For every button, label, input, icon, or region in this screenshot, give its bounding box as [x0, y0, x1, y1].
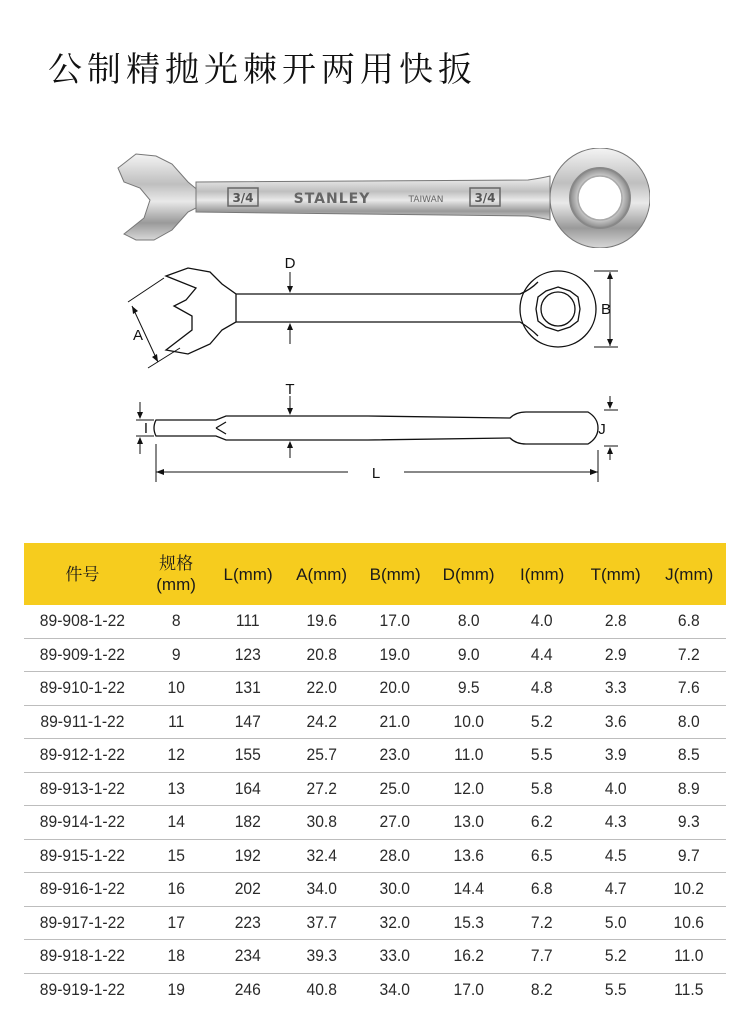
- cell-j: 7.2: [655, 638, 723, 672]
- cell-t: 2.9: [582, 638, 650, 672]
- cell-size: 8: [144, 605, 209, 638]
- cell-l: 246: [235, 979, 262, 999]
- cell-l: 131: [214, 672, 282, 706]
- cell-t: 5.5: [604, 979, 627, 999]
- cell-part-no: 89-917-1-22: [29, 906, 136, 940]
- cell-a: 30.8: [288, 806, 356, 840]
- header-size-line1: 规格: [159, 554, 194, 573]
- origin-mark: TAIWAN: [408, 195, 444, 205]
- cell-l: 182: [214, 806, 282, 840]
- table-row: [24, 772, 726, 806]
- cell-part-no: 89-914-1-22: [29, 806, 136, 840]
- cell-b: 25.0: [361, 772, 429, 806]
- cell-d: 10.0: [435, 705, 503, 739]
- dim-label-a: A: [132, 327, 144, 344]
- cell-t: 4.0: [582, 772, 650, 806]
- cell-size: 16: [144, 873, 209, 907]
- cell-b: 27.0: [361, 806, 429, 840]
- cell-a: 34.0: [288, 873, 356, 907]
- table-row: [24, 873, 726, 907]
- cell-i: 6.2: [508, 806, 576, 840]
- cell-part-no: 89-916-1-22: [29, 873, 136, 907]
- cell-j: 6.8: [655, 605, 723, 638]
- cell-t: 5.0: [582, 906, 650, 940]
- table-row: [24, 940, 726, 974]
- cell-i: 5.2: [508, 705, 576, 739]
- cell-part-no: 89-913-1-22: [29, 772, 136, 806]
- cell-size: 11: [144, 705, 209, 739]
- dim-label-j: J: [598, 421, 606, 438]
- cell-t: 3.6: [582, 705, 650, 739]
- cell-d: 17.0: [453, 979, 484, 999]
- cell-i: 5.8: [508, 772, 576, 806]
- cell-j: 8.5: [655, 739, 723, 773]
- cell-a: 24.2: [288, 705, 356, 739]
- cell-l: 234: [214, 940, 282, 974]
- cell-b: 34.0: [379, 979, 411, 999]
- cell-d: 11.0: [435, 739, 503, 773]
- cell-a: 39.3: [288, 940, 356, 974]
- cell-size: 14: [144, 806, 209, 840]
- cell-l: 111: [214, 605, 282, 638]
- header-b: B(mm): [358, 543, 432, 605]
- cell-d: 9.0: [435, 638, 503, 672]
- dim-label-l: L: [371, 465, 381, 482]
- cell-a: 37.7: [288, 906, 356, 940]
- table-body: [24, 605, 726, 1006]
- cell-d: 13.0: [435, 806, 503, 840]
- dim-label-b: B: [600, 301, 612, 318]
- cell-t: 4.7: [582, 873, 650, 907]
- cell-d: 16.2: [435, 940, 503, 974]
- header-l: L(mm): [211, 543, 285, 605]
- cell-a: 27.2: [288, 772, 356, 806]
- cell-size: 17: [144, 906, 209, 940]
- cell-l: 192: [214, 839, 282, 873]
- cell-a: 40.8: [306, 979, 337, 999]
- table-header-row: [24, 543, 726, 605]
- cell-a: 19.6: [288, 605, 356, 638]
- cell-size: 19: [167, 979, 185, 999]
- ring-end-outline: [520, 271, 596, 347]
- cell-part-no: 89-912-1-22: [29, 739, 136, 773]
- dim-label-i: I: [143, 420, 149, 437]
- cell-b: 33.0: [361, 940, 429, 974]
- cell-b: 20.0: [361, 672, 429, 706]
- table-row: [24, 839, 726, 873]
- cell-b: 30.0: [361, 873, 429, 907]
- cell-part-no: 89-918-1-22: [29, 940, 136, 974]
- cell-i: 4.0: [508, 605, 576, 638]
- header-part-no: 件号: [24, 543, 141, 605]
- cell-t: 4.3: [582, 806, 650, 840]
- cell-d: 9.5: [435, 672, 503, 706]
- dim-label-d: D: [284, 255, 296, 272]
- cell-j: 7.6: [655, 672, 723, 706]
- cell-b: 32.0: [361, 906, 429, 940]
- cell-d: 14.4: [435, 873, 503, 907]
- cell-i: 8.2: [531, 979, 554, 999]
- cell-t: 4.5: [582, 839, 650, 873]
- box-twelve-point: [536, 287, 580, 331]
- cell-b: 28.0: [361, 839, 429, 873]
- cell-d: 8.0: [435, 605, 503, 638]
- table-row: [24, 806, 726, 840]
- cell-part-no: 89-910-1-22: [29, 672, 136, 706]
- cell-l: 202: [214, 873, 282, 907]
- side-profile-outline: [154, 412, 598, 444]
- spec-table: [24, 543, 726, 1006]
- cell-b: 23.0: [361, 739, 429, 773]
- cell-part-no: 89-911-1-22: [29, 705, 136, 739]
- open-end-outline: [166, 268, 236, 354]
- table-row: [24, 605, 726, 638]
- table-row: [24, 906, 726, 940]
- table-row: [24, 672, 726, 706]
- cell-size: 18: [144, 940, 209, 974]
- brand-mark: STANLEY: [293, 191, 371, 207]
- cell-l: 223: [214, 906, 282, 940]
- table-row: [24, 638, 726, 672]
- header-i: I(mm): [505, 543, 579, 605]
- cell-a: 25.7: [288, 739, 356, 773]
- cell-j: 10.6: [655, 906, 723, 940]
- header-size-line2: (mm): [156, 575, 196, 594]
- cell-t: 3.9: [582, 739, 650, 773]
- cell-size: 9: [144, 638, 209, 672]
- cell-i: 7.2: [508, 906, 576, 940]
- cell-b: 21.0: [361, 705, 429, 739]
- cell-size: 13: [144, 772, 209, 806]
- cell-j: 11.0: [655, 940, 723, 974]
- cell-b: 19.0: [361, 638, 429, 672]
- cell-size: 12: [144, 739, 209, 773]
- cell-d: 15.3: [435, 906, 503, 940]
- header-size: [141, 543, 212, 605]
- wrench-side-view-diagram: [118, 382, 638, 492]
- cell-size: 10: [144, 672, 209, 706]
- cell-t: 2.8: [582, 605, 650, 638]
- cell-part-no: 89-909-1-22: [29, 638, 136, 672]
- cell-i: 4.4: [508, 638, 576, 672]
- dim-label-t: T: [285, 382, 295, 398]
- cell-j: 9.7: [655, 839, 723, 873]
- cell-d: 12.0: [435, 772, 503, 806]
- table-row: [24, 705, 726, 739]
- cell-l: 123: [214, 638, 282, 672]
- cell-t: 3.3: [582, 672, 650, 706]
- header-j: J(mm): [652, 543, 726, 605]
- cell-size: 15: [144, 839, 209, 873]
- header-t: T(mm): [579, 543, 653, 605]
- cell-i: 6.8: [508, 873, 576, 907]
- cell-d: 13.6: [435, 839, 503, 873]
- cell-l: 164: [214, 772, 282, 806]
- size-mark-right: 3/4: [474, 191, 496, 205]
- cell-j: 8.0: [655, 705, 723, 739]
- cell-i: 7.7: [508, 940, 576, 974]
- cell-part-no: 89-919-1-22: [39, 979, 126, 999]
- cell-part-no: 89-908-1-22: [29, 605, 136, 638]
- cell-i: 6.5: [508, 839, 576, 873]
- size-mark-left: 3/4: [232, 191, 254, 205]
- table-row: [24, 739, 726, 773]
- cell-j: 11.5: [674, 979, 704, 999]
- cell-i: 4.8: [508, 672, 576, 706]
- cell-part-no: 89-915-1-22: [29, 839, 136, 873]
- cell-a: 22.0: [288, 672, 356, 706]
- cell-b: 17.0: [361, 605, 429, 638]
- handle-outline: [236, 282, 538, 336]
- cell-i: 5.5: [508, 739, 576, 773]
- cell-t: 5.2: [582, 940, 650, 974]
- cell-j: 9.3: [655, 806, 723, 840]
- page-title: 公制精抛光棘开两用快扳: [48, 50, 477, 90]
- cell-a: 20.8: [288, 638, 356, 672]
- cell-j: 8.9: [655, 772, 723, 806]
- wrench-top-view-diagram: [118, 250, 638, 380]
- table-row: [24, 973, 726, 1006]
- cell-a: 32.4: [288, 839, 356, 873]
- wrench-photo: [110, 148, 650, 248]
- cell-l: 147: [214, 705, 282, 739]
- header-d: D(mm): [432, 543, 506, 605]
- header-a: A(mm): [285, 543, 359, 605]
- cell-l: 155: [214, 739, 282, 773]
- cell-j: 10.2: [655, 873, 723, 907]
